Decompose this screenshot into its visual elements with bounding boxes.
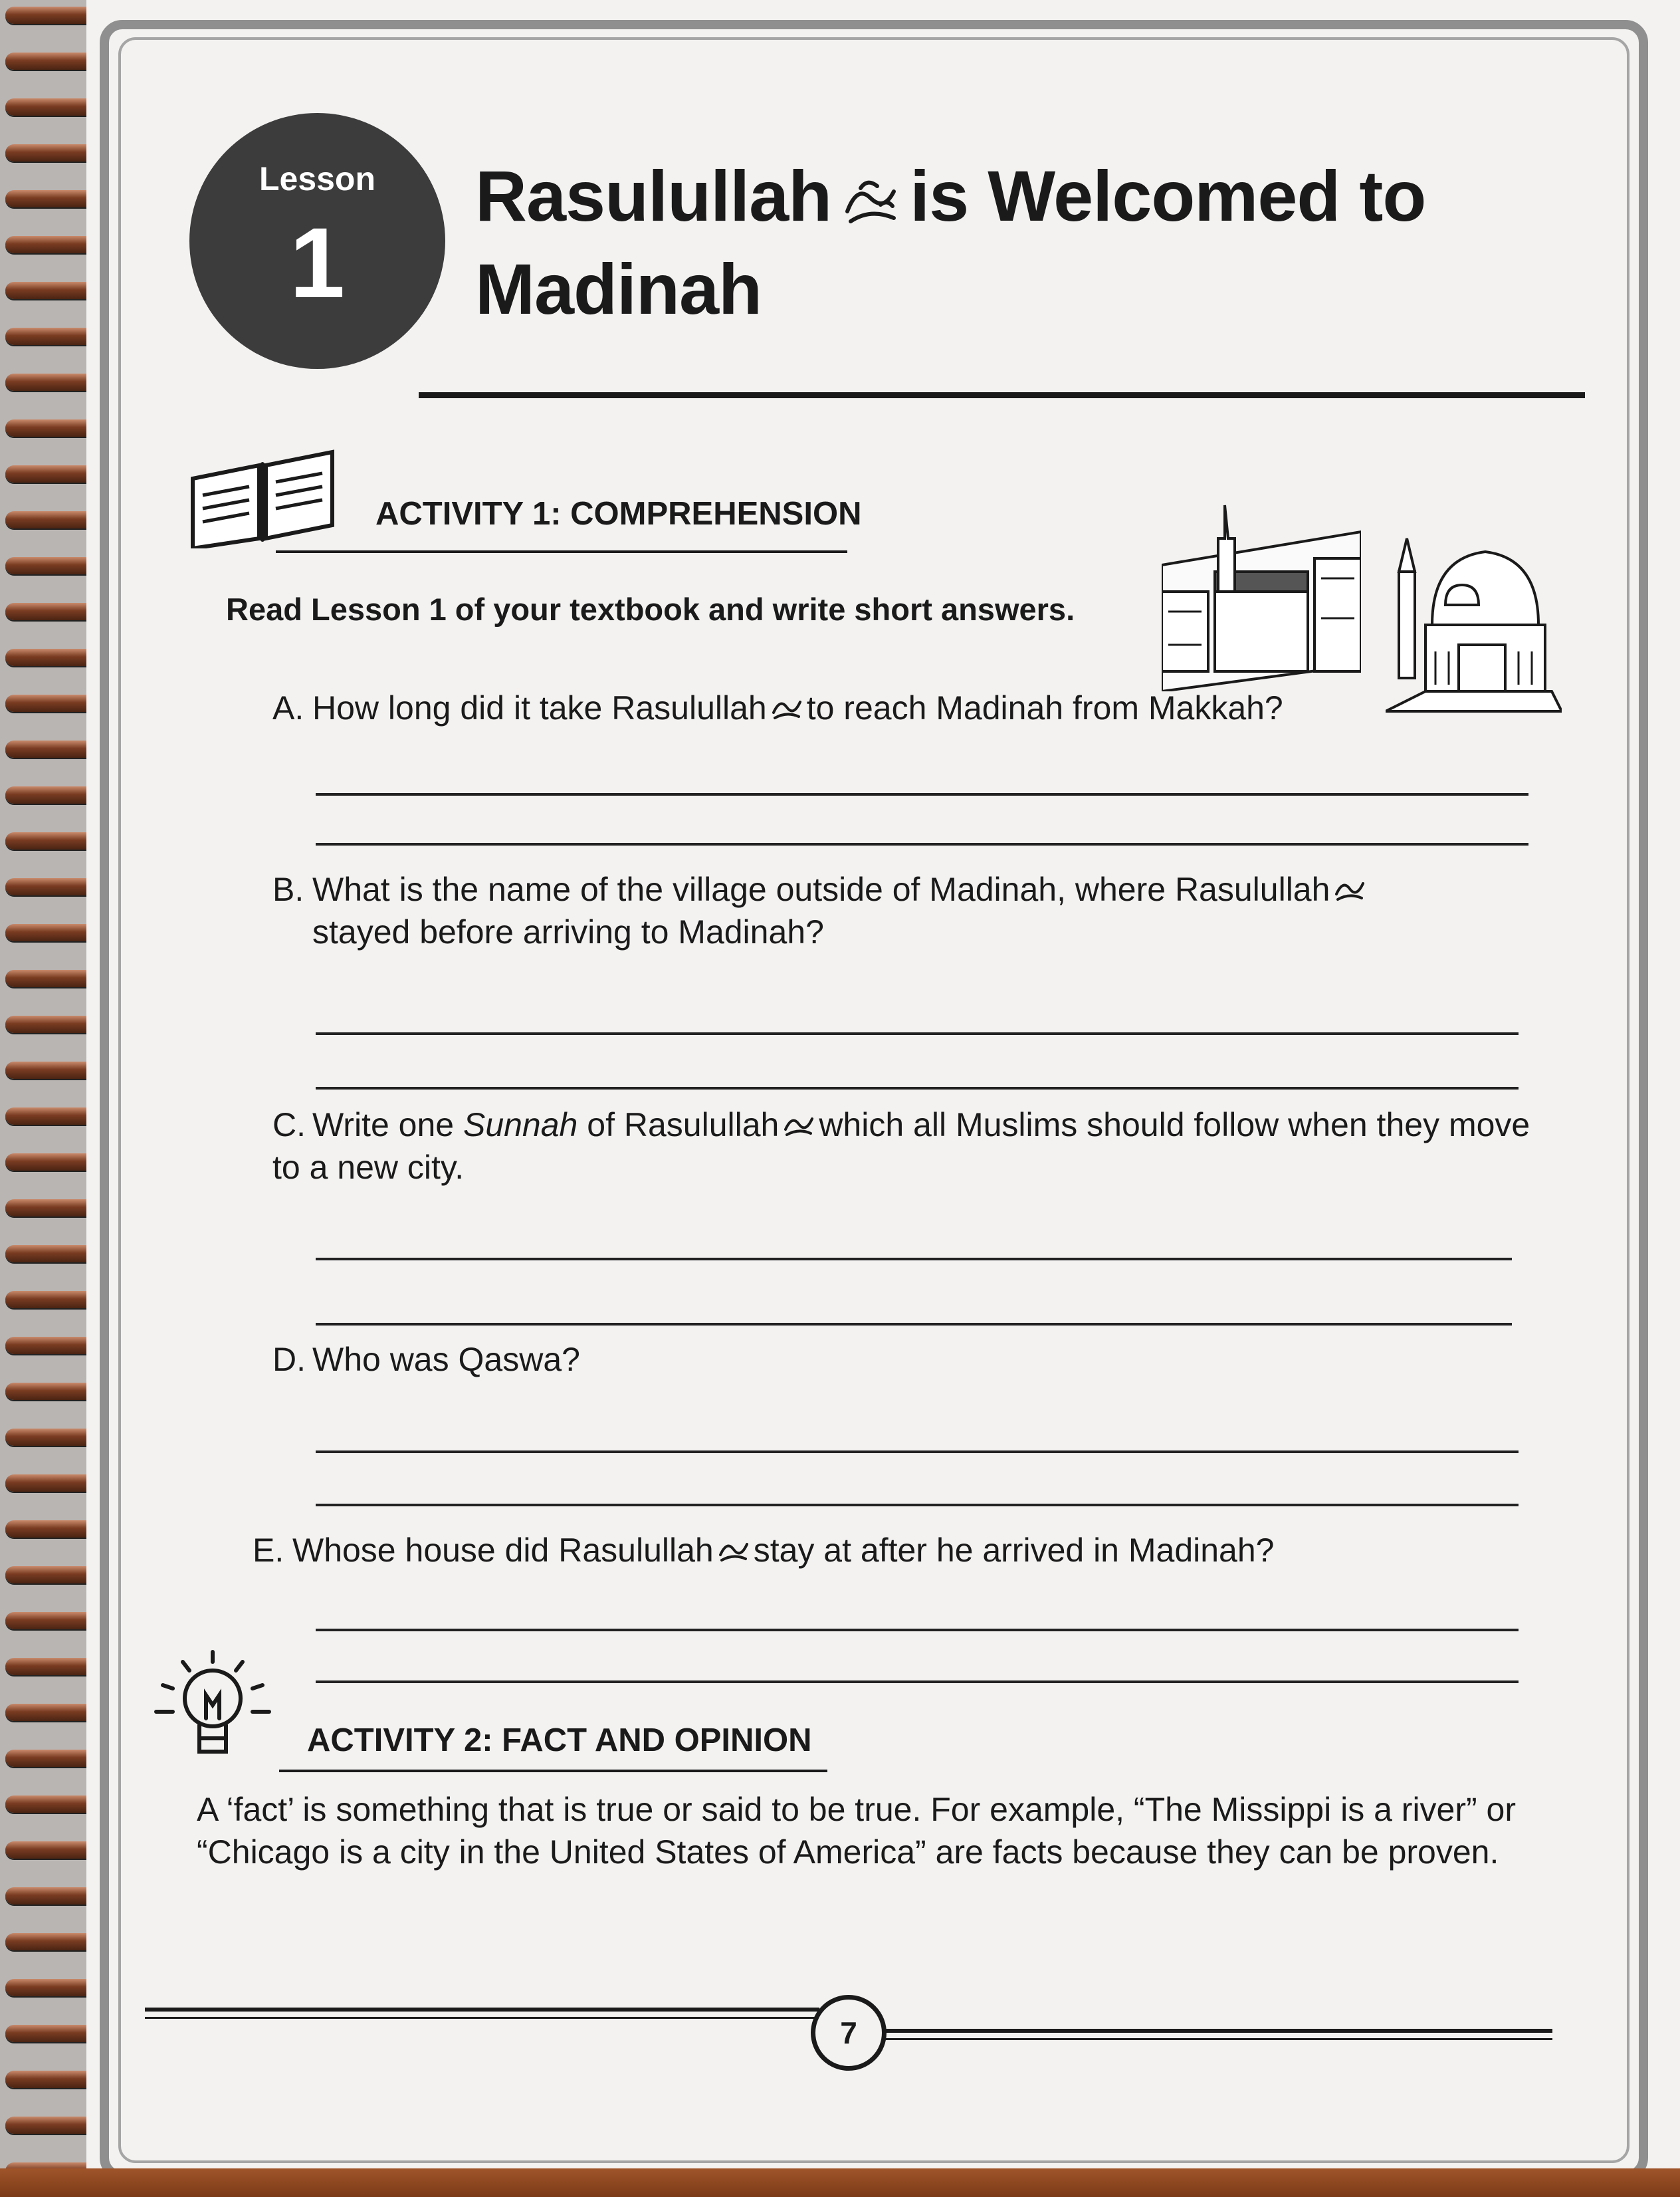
footer-line <box>145 2017 819 2019</box>
answer-line[interactable] <box>316 1323 1512 1326</box>
title-text-3: Madinah <box>475 249 762 329</box>
question-c-text-3: which all Muslims should follow when they move to a new city. <box>272 1106 1530 1186</box>
question-a-letter: A. <box>272 689 304 727</box>
activity2-heading-rule <box>279 1770 827 1772</box>
question-d <box>272 1338 580 1381</box>
open-book-icon <box>186 439 339 548</box>
lesson-title <box>475 150 1605 336</box>
title-text-2: is Welcomed to <box>910 156 1426 236</box>
page-number: 7 <box>811 1995 887 2071</box>
question-a-text-1: How long did it take Rasulullah <box>312 689 767 727</box>
question-e-text-1: Whose house did Rasulullah <box>292 1532 714 1569</box>
salawat-calligraphy-icon <box>841 172 900 231</box>
lesson-badge <box>189 113 445 369</box>
footer-line <box>145 2008 819 2012</box>
answer-line[interactable] <box>316 1504 1519 1506</box>
lesson-number: 1 <box>289 207 346 318</box>
activity1-heading-rule <box>276 550 847 553</box>
answer-line[interactable] <box>316 1680 1519 1683</box>
question-d-letter: D. <box>272 1341 306 1378</box>
lightbulb-icon <box>143 1645 282 1772</box>
title-rule <box>419 392 1585 398</box>
footer-line <box>883 2029 1552 2033</box>
question-e-letter: E. <box>253 1532 284 1569</box>
answer-line[interactable] <box>316 843 1528 846</box>
question-c-italic: Sunnah <box>463 1106 578 1143</box>
question-c-letter: C. <box>272 1106 306 1143</box>
question-b-letter: B. <box>272 871 304 908</box>
kaaba-illustration <box>1162 499 1361 691</box>
question-b-text-1: What is the name of the village outside of Madinah, where Rasulullah <box>312 871 1330 908</box>
question-a-text-2: to reach Madinah from Makkah? <box>806 689 1283 727</box>
title-text-1: Rasulullah <box>475 156 832 236</box>
salawat-icon <box>718 1535 750 1564</box>
cover-edge <box>0 2168 1680 2197</box>
salawat-icon <box>1334 874 1366 903</box>
answer-line[interactable] <box>316 1032 1519 1035</box>
answer-line[interactable] <box>316 1450 1519 1453</box>
activity1-heading: ACTIVITY 1: COMPREHENSION <box>375 496 862 532</box>
activity1-instruction: Read Lesson 1 of your textbook and write short answers. <box>226 592 1075 627</box>
question-e-text-2: stay at after he arrived in Madinah? <box>753 1532 1275 1569</box>
answer-line[interactable] <box>316 1087 1519 1090</box>
answer-line[interactable] <box>316 1629 1519 1631</box>
answer-line[interactable] <box>316 1258 1512 1260</box>
question-c <box>272 1103 1555 1189</box>
lesson-label: Lesson <box>259 160 376 197</box>
salawat-icon <box>771 693 803 722</box>
activity2-paragraph: A ‘fact’ is something that is true or said to be true. For example, “The Missippi is a river” or “Chicago is a city in the United States of America” are facts because they can be proven. <box>197 1791 1517 1871</box>
question-c-text-1: Write one <box>312 1106 455 1143</box>
mosque-illustration <box>1386 512 1562 718</box>
question-b <box>272 868 1515 953</box>
question-a <box>272 687 1283 729</box>
question-b-text-2: stayed before arriving to Madinah? <box>312 913 824 951</box>
question-d-text: Who was Qaswa? <box>312 1341 580 1378</box>
footer-line <box>883 2038 1552 2040</box>
answer-line[interactable] <box>316 793 1528 796</box>
salawat-icon <box>783 1109 815 1139</box>
activity2-heading: ACTIVITY 2: FACT AND OPINION <box>307 1722 812 1758</box>
question-e <box>253 1529 1274 1571</box>
question-c-text-2: of Rasulullah <box>587 1106 780 1143</box>
